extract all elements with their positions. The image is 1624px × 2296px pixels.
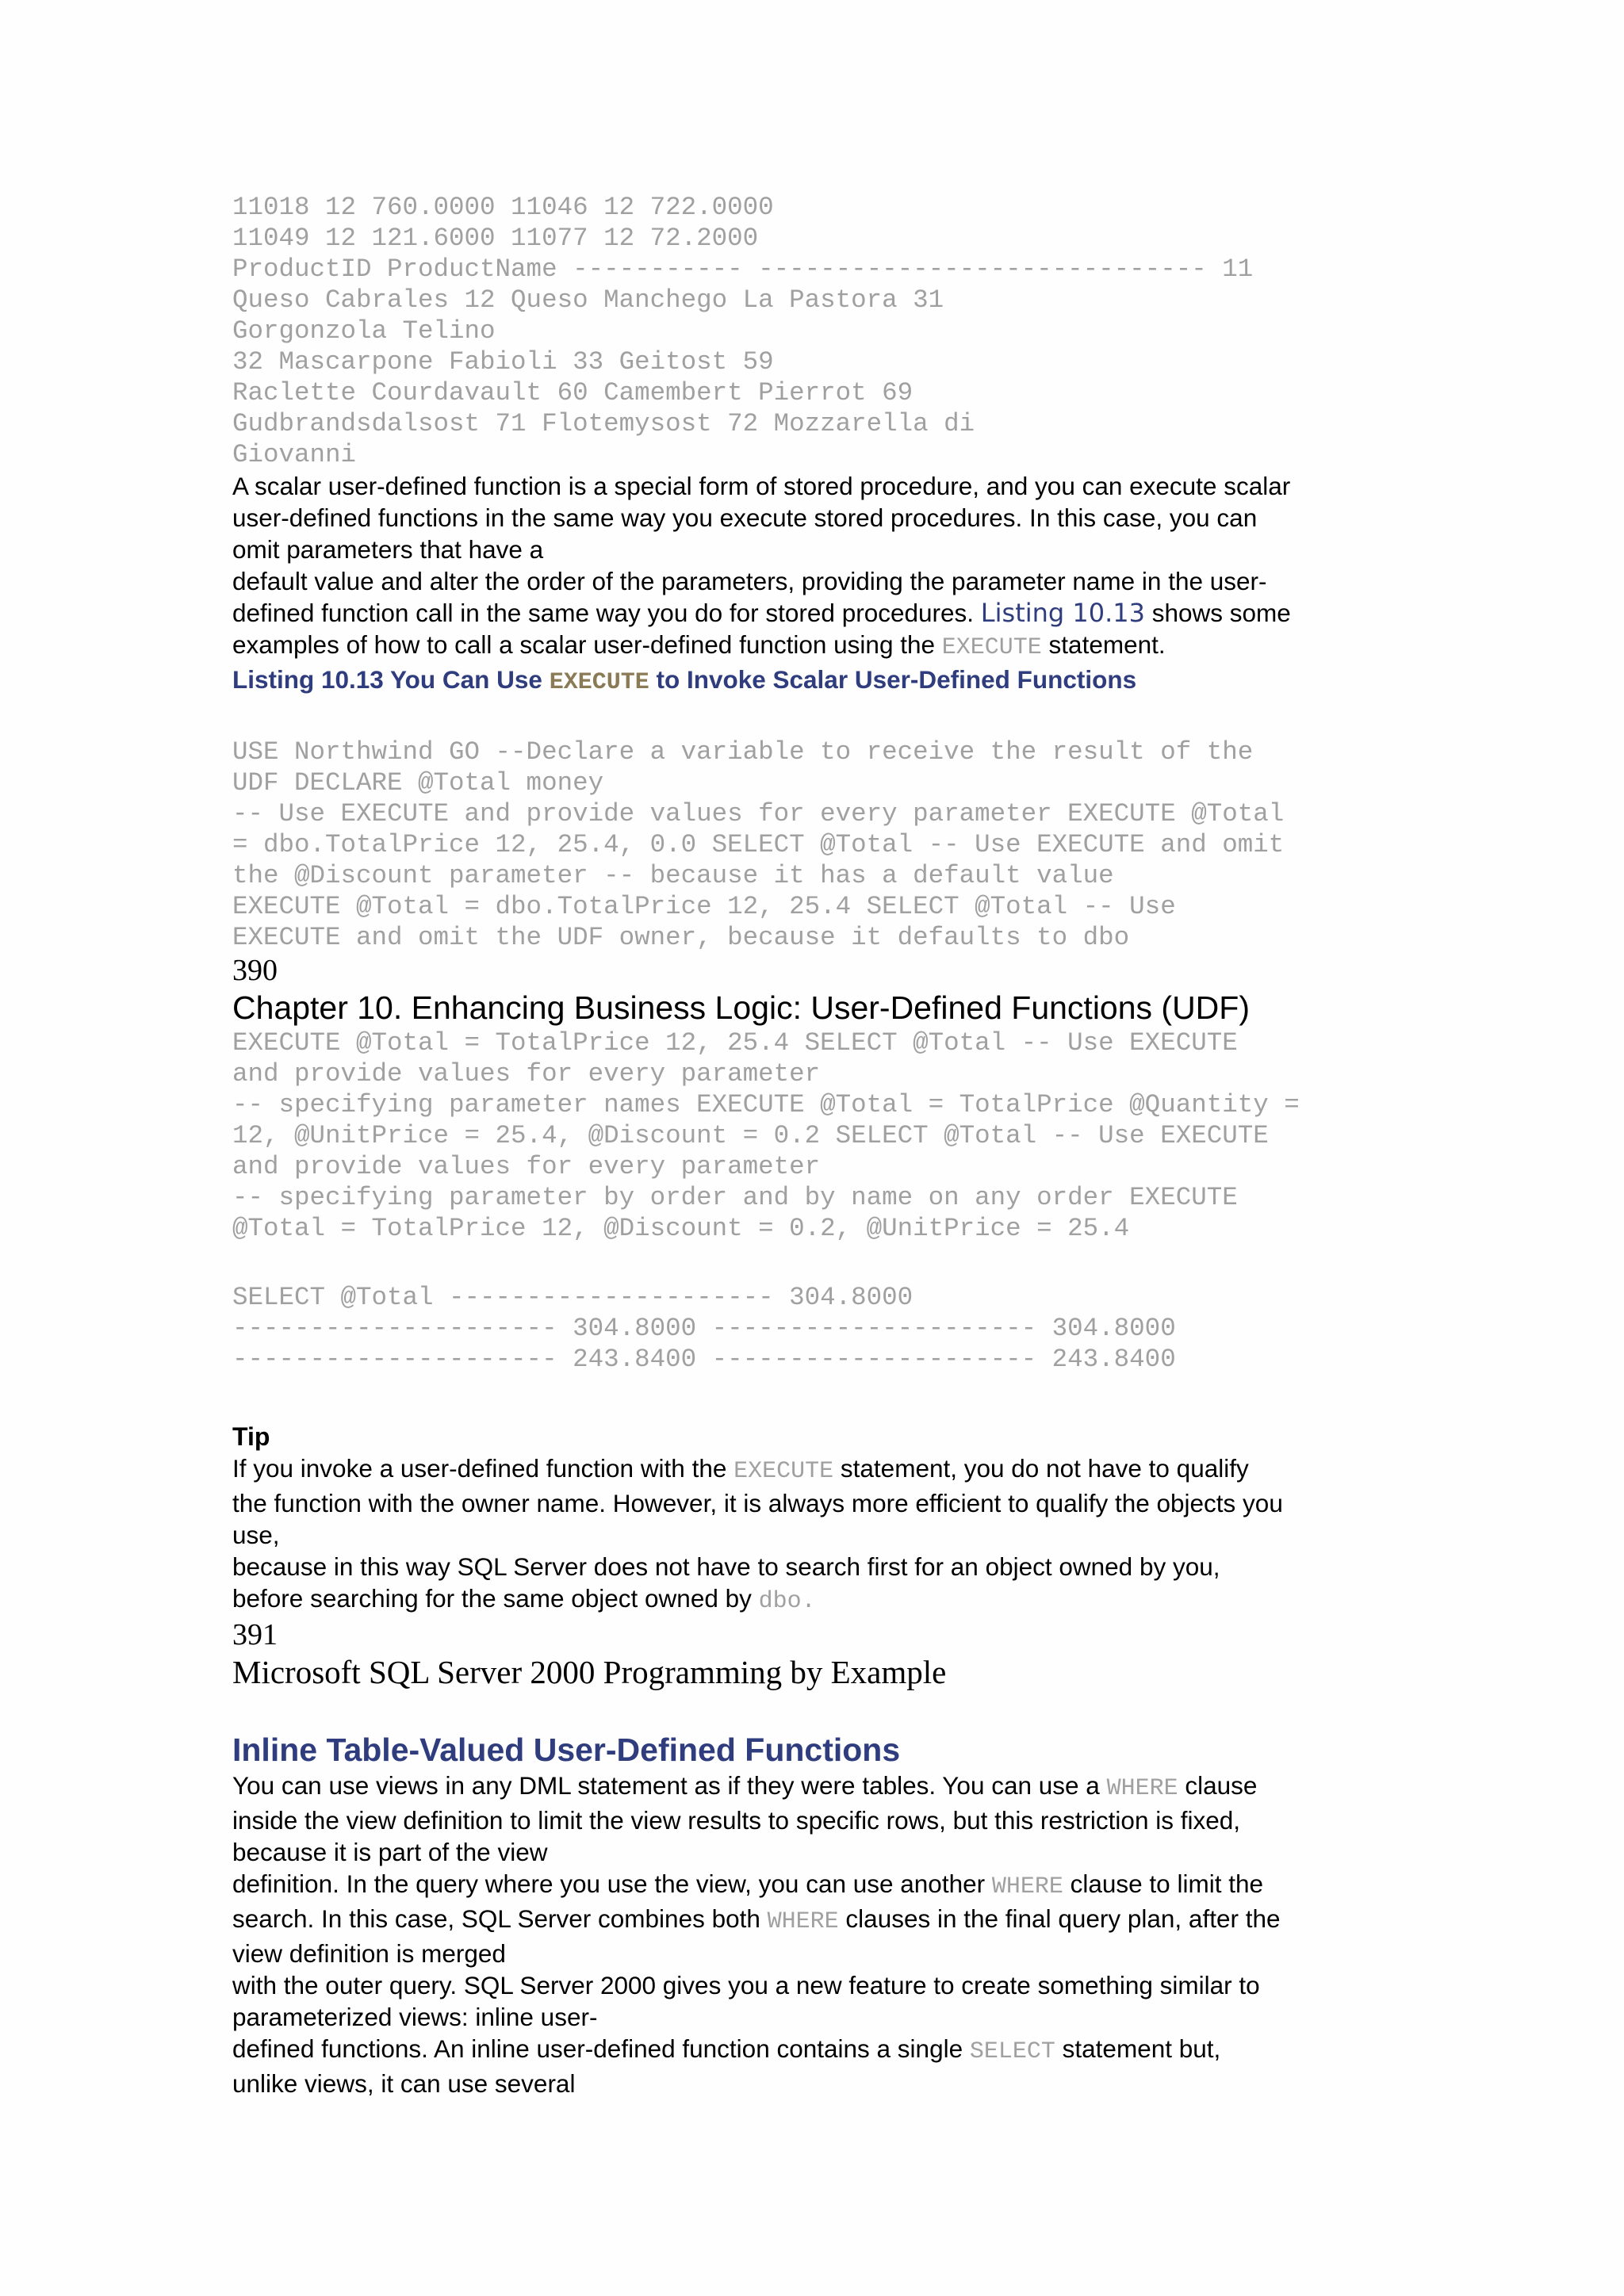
text-line: unlike views, it can use several (232, 2069, 576, 2098)
inline-code: WHERE (991, 1873, 1063, 1900)
text-segment: If you invoke a user-defined function with the (232, 1454, 734, 1483)
text-line: because in this way SQL Server does not have to search first for an object owned by you, (232, 1552, 1220, 1581)
inline-code: EXECUTE (549, 669, 649, 696)
book-header: Microsoft SQL Server 2000 Programming by Example (232, 1654, 947, 1690)
code-block-results (232, 192, 1398, 470)
text-line (232, 1582, 1398, 1617)
text-line (232, 1868, 1398, 1903)
text-line (232, 1903, 1398, 1938)
section-title: Inline Table-Valued User-Defined Functions (232, 1732, 901, 1768)
text-segment: You can use views in any DML statement as if they were tables. You can use a (232, 1771, 1107, 1800)
page-number: 391 (232, 1618, 278, 1651)
code-line: -- Use EXECUTE and provide values for every parameter EXECUTE @Total (232, 799, 1285, 828)
code-block-output (232, 1282, 1398, 1375)
code-line: EXECUTE and omit the UDF owner, because it defaults to dbo (232, 923, 1130, 952)
code-block-listing-part2 (232, 1027, 1398, 1244)
text-line: view definition is merged (232, 1939, 506, 1968)
text-segment: before searching for the same object owned by (232, 1584, 759, 1613)
text-segment: definition. In the query where you use the view, you can use another (232, 1869, 992, 1898)
listing-title (232, 664, 1398, 698)
paragraph-scalar-udf (232, 470, 1398, 664)
code-line: 32 Mascarpone Fabioli 33 Geitost 59 (232, 347, 774, 377)
text-segment: defined function call in the same way you do for stored procedures. (232, 599, 981, 627)
text-line (232, 629, 1398, 664)
inline-code: dbo. (758, 1588, 816, 1615)
code-line: Queso Cabrales 12 Queso Manchego La Pastora 31 (232, 285, 944, 315)
text-line: default value and alter the order of the parameters, providing the parameter name in the user- (232, 567, 1267, 595)
inline-code: EXECUTE (733, 1458, 834, 1485)
text-line (232, 597, 1398, 629)
text-segment: statement but, (1055, 2034, 1221, 2063)
page-number: 390 (232, 954, 278, 987)
code-line: SELECT @Total --------------------- 304.8000 (232, 1283, 914, 1312)
spacer (232, 698, 1398, 737)
text-line: with the outer query. SQL Server 2000 gives you a new feature to create something similar to (232, 1971, 1260, 1999)
text-line: the function with the owner name. However, it is always more efficient to qualify the objects you (232, 1489, 1283, 1517)
tip-label: Tip (232, 1422, 270, 1451)
code-line: and provide values for every parameter (232, 1059, 821, 1089)
text-line: use, (232, 1521, 280, 1549)
inline-code: EXECUTE (941, 634, 1042, 661)
code-line: = dbo.TotalPrice 12, 25.4, 0.0 SELECT @Total -- Use EXECUTE and omit (232, 830, 1285, 859)
inline-code: WHERE (1106, 1775, 1178, 1802)
tip-box (232, 1421, 1398, 1617)
text-segment: examples of how to call a scalar user-defined function using the (232, 630, 942, 659)
listing-link[interactable]: Listing 10.13 (980, 598, 1145, 628)
text-line (232, 1770, 1398, 1804)
code-line: EXECUTE @Total = TotalPrice 12, 25.4 SELECT @Total -- Use EXECUTE (232, 1028, 1238, 1058)
code-line: and provide values for every parameter (232, 1152, 821, 1181)
code-line: ProductID ProductName ----------- ----------------------------- 11 (232, 254, 1254, 284)
document-page (232, 192, 1398, 2099)
text-segment: to Invoke Scalar User-Defined Functions (649, 665, 1137, 694)
text-line: parameterized views: inline user- (232, 2003, 598, 2031)
code-line: Giovanni (232, 440, 357, 469)
code-line: the @Discount parameter -- because it has a default value (232, 861, 1114, 890)
text-segment: Listing 10.13 You Can Use (232, 665, 550, 694)
text-segment: clause to limit the (1063, 1869, 1263, 1898)
text-line (232, 2033, 1398, 2068)
text-line: omit parameters that have a (232, 535, 544, 564)
code-line: -- specifying parameter names EXECUTE @Total = TotalPrice @Quantity = (232, 1090, 1300, 1119)
text-segment: defined functions. An inline user-defined function contains a single (232, 2034, 970, 2063)
text-segment: statement. (1041, 630, 1166, 659)
code-line: @Total = TotalPrice 12, @Discount = 0.2, @UnitPrice = 25.4 (232, 1214, 1130, 1243)
text-line: inside the view definition to limit the view results to specific rows, but this restriction is fixed, (232, 1806, 1241, 1835)
inline-code: WHERE (767, 1908, 839, 1935)
code-line: USE Northwind GO --Declare a variable to receive the result of the (232, 737, 1254, 767)
text-segment: search. In this case, SQL Server combines both (232, 1904, 768, 1933)
code-line: Gorgonzola Telino (232, 316, 496, 346)
chapter-header: Chapter 10. Enhancing Business Logic: User-Defined Functions (UDF) (232, 989, 1250, 1026)
text-segment: clause (1178, 1771, 1258, 1800)
code-line: Raclette Courdavault 60 Camembert Pierrot 69 (232, 378, 914, 408)
spacer (232, 1692, 1398, 1730)
text-segment: clauses in the final query plan, after the (838, 1904, 1281, 1933)
code-line: 12, @UnitPrice = 25.4, @Discount = 0.2 SELECT @Total -- Use EXECUTE (232, 1121, 1269, 1150)
text-line: A scalar user-defined function is a special form of stored procedure, and you can execute scalar (232, 472, 1291, 500)
text-segment: statement, you do not have to qualify (833, 1454, 1249, 1483)
code-line: UDF DECLARE @Total money (232, 768, 604, 798)
spacer (232, 1375, 1398, 1421)
code-line: Gudbrandsdalsost 71 Flotemysost 72 Mozzarella di (232, 409, 975, 438)
text-segment: shows some (1145, 599, 1291, 627)
code-line: EXECUTE @Total = dbo.TotalPrice 12, 25.4 SELECT @Total -- Use (232, 892, 1176, 921)
code-line: 11049 12 121.6000 11077 12 72.2000 (232, 224, 759, 253)
code-line: --------------------- 304.8000 --------------------- 304.8000 (232, 1314, 1176, 1343)
code-line: 11018 12 760.0000 11046 12 722.0000 (232, 193, 774, 222)
paragraph-inline-udf (232, 1770, 1398, 2099)
code-line: --------------------- 243.8400 --------------------- 243.8400 (232, 1345, 1176, 1374)
text-line: because it is part of the view (232, 1838, 548, 1866)
text-line: user-defined functions in the same way you execute stored procedures. In this case, you can (232, 503, 1258, 532)
inline-code: SELECT (969, 2038, 1055, 2065)
code-line: -- specifying parameter by order and by name on any order EXECUTE (232, 1183, 1238, 1212)
text-line (232, 1452, 1398, 1487)
spacer (232, 1244, 1398, 1282)
code-block-listing-part1 (232, 737, 1398, 953)
